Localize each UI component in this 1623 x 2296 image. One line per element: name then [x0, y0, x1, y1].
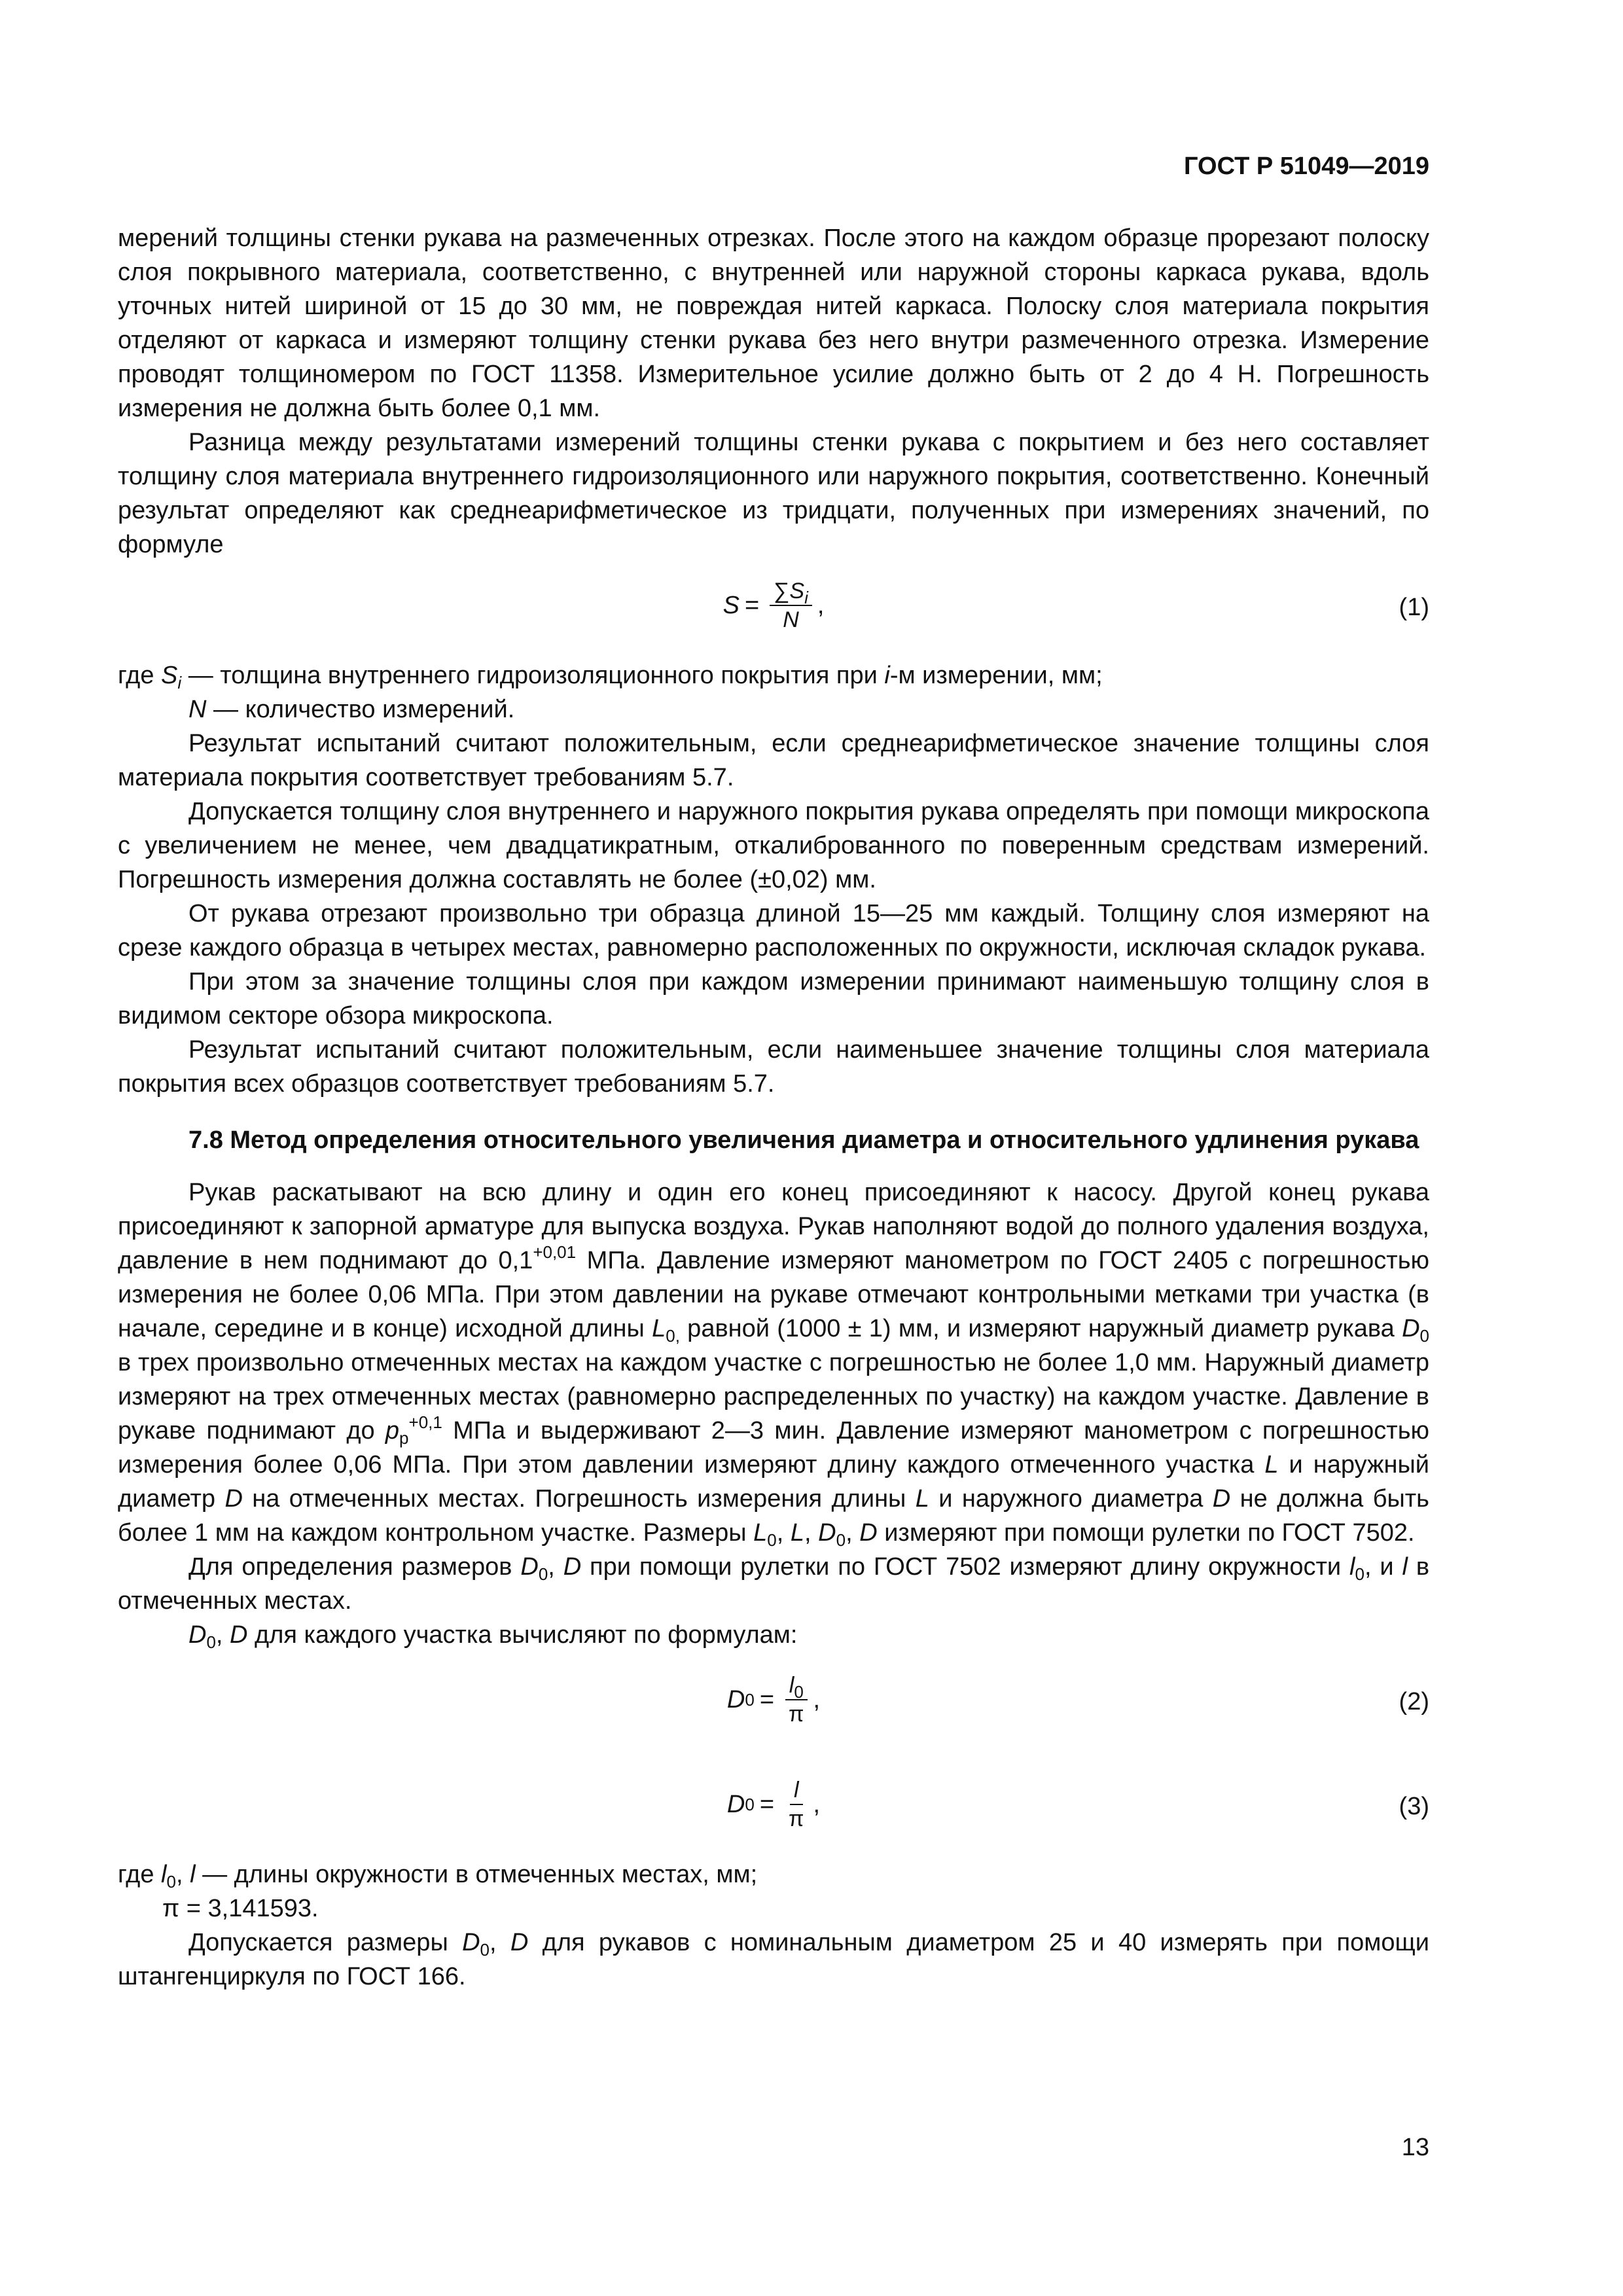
paragraph: Результат испытаний считают положительным, если наименьшее значение толщины слоя материала покрытия всех образцов соответствует требованиям 5.7.	[118, 1036, 1429, 1098]
definition-line: π = 3,141593.	[162, 1895, 319, 1922]
formula-lhs: S	[722, 592, 740, 619]
formula-2	[118, 1672, 1429, 1737]
page-content	[118, 221, 1429, 1994]
paragraph: Допускается толщину слоя внутреннего и наружного покрытия рукава определять при помощи микроскопа с увеличением не менее, чем двадцатикратным, откалиброванного по поверенным средствам измерений. Погрешность измерения должна составлять не более (±0,02) мм.	[118, 798, 1429, 893]
definition-line: где $l_0$, l — длины окружности в отмеченных местах, мм;	[118, 1861, 758, 1892]
document-code-header: ГОСТ Р 51049—2019	[1184, 152, 1429, 180]
formula-2-expression: D 0 = $\frac{l_0}{\pi}$ ,	[726, 1673, 821, 1727]
fraction	[785, 1672, 808, 1728]
fraction-numerator: $l_0$	[785, 1672, 808, 1700]
fraction-denominator: N	[783, 607, 799, 632]
formula-3	[118, 1776, 1429, 1842]
formula-1-expression: S = $\frac{\sum S_i}{N}$ ,	[722, 579, 825, 632]
formula-1	[118, 577, 1429, 643]
paragraph: От рукава отрезают произвольно три образца длиной 15—25 мм каждый. Толщину слоя измеряют на срезе каждого образца в четырех местах, равномерно расположенных по окружности, исключая складок рукава.	[118, 900, 1429, 961]
paragraph: При этом за значение толщины слоя при каждом измерении принимают наименьшую толщину слоя в видимом секторе обзора микроскопа.	[118, 968, 1429, 1030]
formula-number: (2)	[1399, 1688, 1429, 1715]
fraction-numerator: $\sum S_i$	[770, 577, 812, 606]
paragraph: Рукав раскатывают на всю длину и один его конец присоединяют к насосу. Другой конец рукава присоединяют к запорной арматуре для выпуска воздуха. Рукав наполняют водой до полного удаления воздуха, давление в нем поднимают до $0,1^{+0,01}$ МПа. Давление измеряют манометром по ГОСТ 2405 с погрешностью измерения не более 0,06 МПа. При этом давлении на рукаве отмечают контрольными метками три участка (в начале, середине и в конце) исходной длины $L_{0,}$ равной (1000 ± 1) мм, и измеряют наружный диаметр рукава $D_0$ в трех произвольно отмеченных местах на каждом участке с погрешностью не более 1,0 мм. Наружный диаметр измеряют на трех отмеченных местах (равномерно распределенных по участку) на каждом участке. Давление в рукаве поднимают до $p_р^{+0,1}$ МПа и выдерживают 2—3 мин. Давление измеряют манометром с погрешностью измерения более 0,06 МПа. При этом давлении измеряют длину каждого отмеченного участка L и наружный диаметр D на отмеченных местах. Погрешность измерения длины L и наружного диаметра D не должна быть более 1 мм на каждом контрольном участке. Размеры $L_0$, L, $D_0$, D измеряют при помощи рулетки по ГОСТ 7502.	[118, 1179, 1430, 1550]
fraction	[785, 1776, 808, 1833]
paragraph: Для определения размеров $D_0$, D при помощи рулетки по ГОСТ 7502 измеряют длину окружности $l_0$, и l в отмеченных местах.	[118, 1553, 1430, 1615]
paragraph: Допускается размеры $D_0$, D для рукавов с номинальным диаметром 25 и 40 измерять при помощи штангенциркуля по ГОСТ 166.	[118, 1929, 1429, 1990]
fraction	[770, 577, 812, 634]
definition-line: где $S_i$ — толщина внутреннего гидроизоляционного покрытия при i-м измерении, мм;	[118, 662, 1103, 692]
formula-3-expression: D 0 = $\frac{l}{\pi}$ ,	[726, 1778, 821, 1831]
section-heading: 7.8 Метод определения относительного увеличения диаметра и относительного удлинения рукава	[188, 1126, 1419, 1154]
page-number: 13	[1401, 2134, 1429, 2161]
definition-line: N — количество измерений.	[188, 696, 515, 723]
paragraph: мерений толщины стенки рукава на размеченных отрезках. После этого на каждом образце прорезают полоску слоя покрывного материала, соответственно, с внутренней или наружной стороны каркаса рукава, вдоль уточных нитей шириной от 15 до 30 мм, не повреждая нитей каркаса. Полоску слоя материала покрытия отделяют от каркаса и измеряют толщину стенки рукава без него внутри размеченного отрезка. Измерение проводят толщиномером по ГОСТ 11358. Измерительное усилие должно быть от 2 до 4 Н. Погрешность измерения не должна быть более 0,1 мм.	[118, 224, 1429, 422]
fraction-numerator: l	[790, 1776, 803, 1805]
paragraph: Разница между результатами измерений толщины стенки рукава с покрытием и без него составляет толщину слоя материала внутреннего гидроизоляционного или наружного покрытия, соответственно. Конечный результат определяют как среднеарифметическое из тридцати, полученных при измерениях значений, по формуле	[118, 429, 1429, 558]
paragraph: Результат испытаний считают положительным, если среднеарифметическое значение толщины слоя материала покрытия соответствует требованиям 5.7.	[118, 730, 1429, 791]
paragraph: $D_0$, D для каждого участка вычисляют по формулам:	[188, 1621, 798, 1652]
formula-number: (1)	[1399, 594, 1429, 621]
fraction-denominator: π	[789, 1806, 804, 1831]
formula-number: (3)	[1399, 1793, 1429, 1820]
fraction-denominator: π	[789, 1702, 804, 1727]
